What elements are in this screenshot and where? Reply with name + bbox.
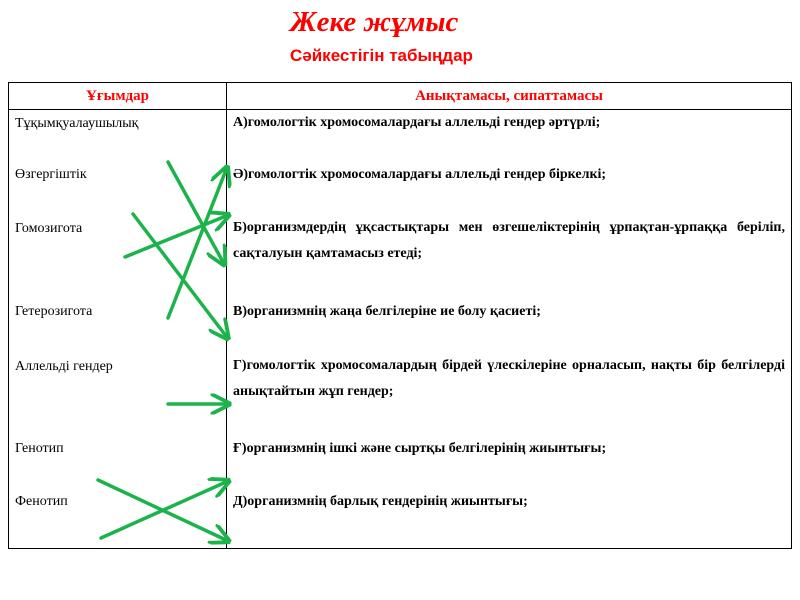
definitions-header: Анықтамасы, сипаттамасы [227, 83, 792, 110]
matching-table [8, 82, 792, 549]
definition-ae: Ә)гомологтік хромосомалардағы аллельді гендер біркелкі; [233, 167, 607, 182]
concepts-cell [9, 110, 227, 549]
concept-heredity: Тұқымқуалаушылық [15, 116, 139, 131]
definition-b: Б)организмдердің ұқсастықтары мен өзгешеліктерінің ұрпақтан-ұрпаққа беріліп, сақталуын қамтамасыз етеді; [233, 220, 785, 261]
definition-d: Д)организмнің барлық гендерінің жиынтығы; [233, 494, 528, 509]
definition-v: В)организмнің жаңа белгілеріне ие болу қасиеті; [233, 304, 541, 319]
definition-a: А)гомологтік хромосомалардағы аллельді гендер әртүрлі; [233, 115, 601, 130]
concepts-header: Ұғымдар [9, 83, 227, 110]
concept-homozygote: Гомозигота [15, 221, 83, 236]
definitions-cell [227, 110, 792, 549]
concept-heterozygote: Гетерозигота [15, 304, 93, 319]
concept-variability: Өзгергіштік [15, 167, 87, 182]
page-subtitle: Сәйкестігін табыңдар [290, 46, 473, 65]
definition-gh: Ғ)организмнің ішкі және сыртқы белгілерінің жиынтығы; [233, 441, 607, 456]
definition-g: Г)гомологтік хромосомалардың бірдей үлескілеріне орналасып, нақты бір белгілерді анықтайтын жұп гендер; [233, 358, 785, 399]
concept-genotype: Генотип [15, 441, 64, 456]
concept-allelic-genes: Аллельді гендер [15, 359, 113, 374]
concept-phenotype: Фенотип [15, 494, 68, 509]
page-title: Жеке жұмыс [290, 6, 459, 38]
